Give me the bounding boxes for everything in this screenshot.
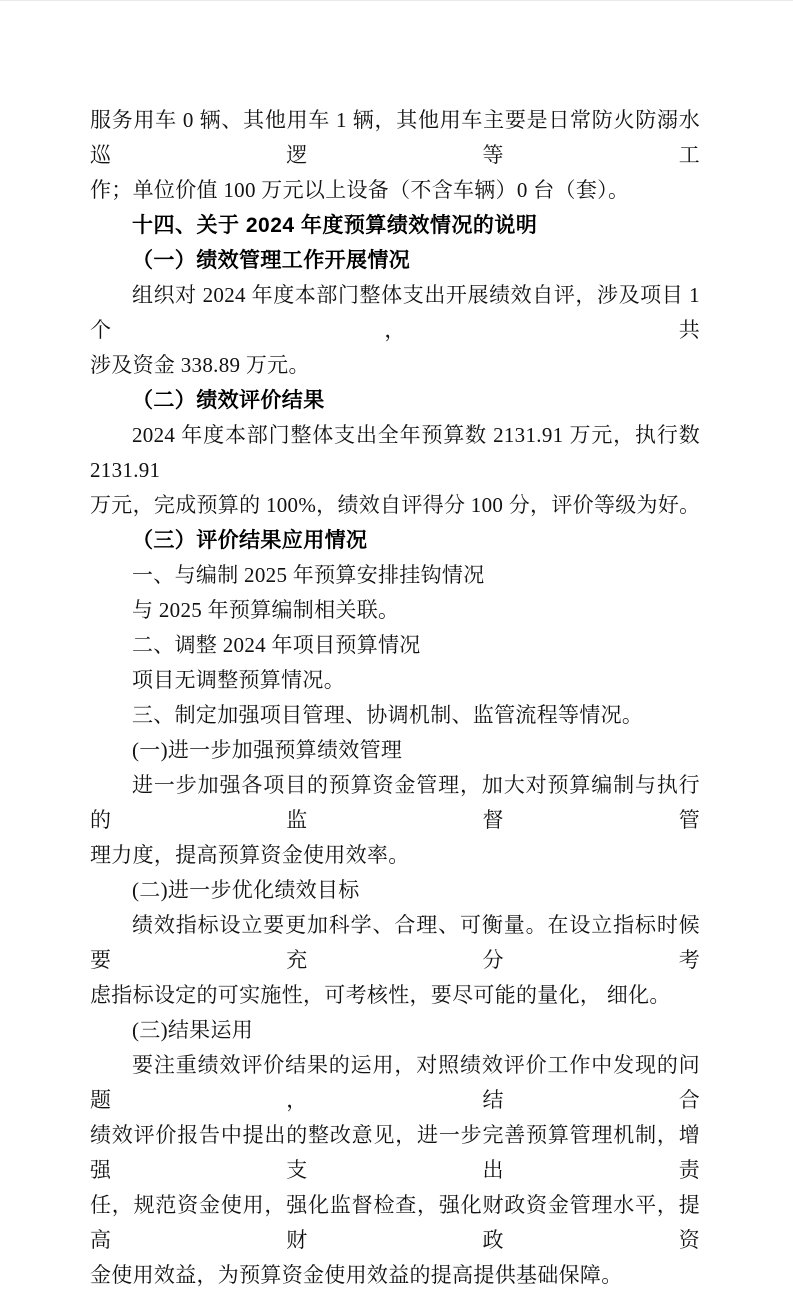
- paragraph-line: 与 2025 年预算编制相关联。: [132, 598, 400, 622]
- paragraph-line: 绩效指标设立要更加科学、合理、可衡量。在设立指标时候要充分考: [90, 913, 700, 972]
- paragraph-line: 服务用车 0 辆、其他用车 1 辆，其他用车主要是日常防火防溺水巡逻等工: [90, 108, 700, 167]
- paragraph-line: 虑指标设定的可实施性，可考核性，要尽可能的量化， 细化。: [90, 983, 671, 1007]
- list-item-heading: (二)进一步优化绩效目标: [132, 878, 360, 902]
- subsection-heading: （三）评价结果应用情况: [132, 529, 368, 552]
- document-text-block: [90, 103, 700, 1293]
- paragraph-line: 涉及资金 338.89 万元。: [90, 353, 310, 377]
- list-item-heading: 一、与编制 2025 年预算安排挂钩情况: [132, 563, 485, 587]
- paragraph-line: 金使用效益，为预算资金使用效益的提高提供基础保障。: [90, 1263, 623, 1287]
- paragraph-line: 万元，完成预算的 100%，绩效自评得分 100 分，评价等级为好。: [90, 493, 701, 517]
- paragraph-line: 理力度，提高预算资金使用效率。: [90, 843, 410, 867]
- paragraph-line: 任，规范资金使用，强化监督检查，强化财政资金管理水平，提高财政资: [90, 1193, 700, 1252]
- section-heading: 十四、关于 2024 年度预算绩效情况的说明: [132, 214, 538, 237]
- paragraph-line: 项目无调整预算情况。: [132, 668, 345, 692]
- list-item-heading: (三)结果运用: [132, 1018, 254, 1042]
- subsection-heading: （一）绩效管理工作开展情况: [132, 249, 411, 272]
- list-item-heading: 二、调整 2024 年项目预算情况: [132, 633, 421, 657]
- paragraph-line: 要注重绩效评价结果的运用，对照绩效评价工作中发现的问题，结合: [90, 1053, 700, 1112]
- paragraph-line: 作；单位价值 100 万元以上设备（不含车辆）0 台（套）。: [90, 178, 630, 202]
- list-item-heading: 三、制定加强项目管理、协调机制、监管流程等情况。: [132, 703, 644, 727]
- paragraph-line: 绩效评价报告中提出的整改意见，进一步完善预算管理机制，增强支出责: [90, 1123, 700, 1182]
- list-item-heading: (一)进一步加强预算绩效管理: [132, 738, 403, 762]
- paragraph-line: 2024 年度本部门整体支出全年预算数 2131.91 万元，执行数 2131.91: [90, 423, 700, 482]
- page-top-edge: [0, 0, 793, 1]
- subsection-heading: （二）绩效评价结果: [132, 389, 325, 412]
- paragraph-line: 组织对 2024 年度本部门整体支出开展绩效自评，涉及项目 1 个，共: [90, 283, 700, 342]
- paragraph-line: 进一步加强各项目的预算资金管理，加大对预算编制与执行的监督管: [90, 773, 700, 832]
